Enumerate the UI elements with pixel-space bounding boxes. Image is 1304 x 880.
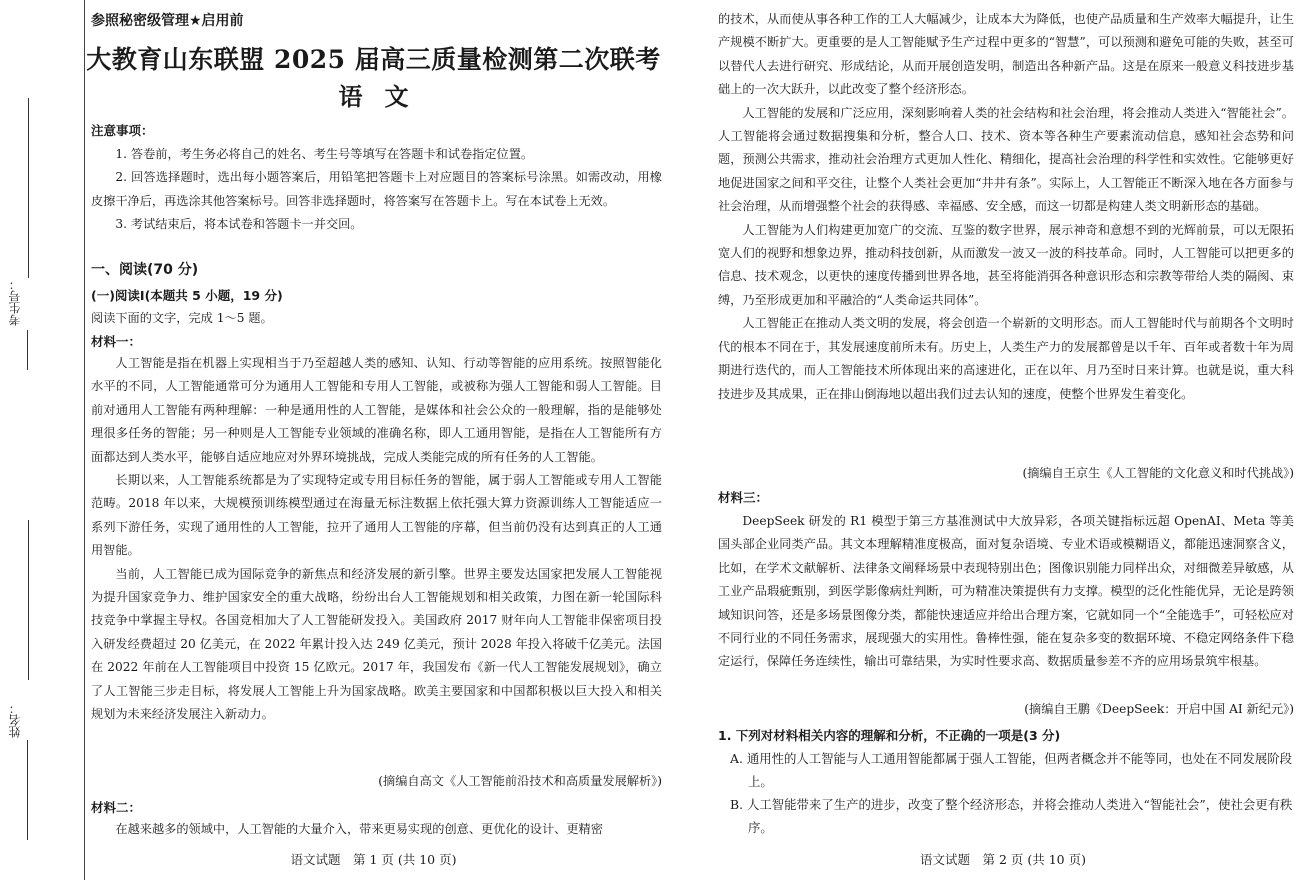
material2-label: 材料二： [91, 800, 142, 815]
material1-paragraph: 人工智能是指在机器上实现相当于乃至超越人类的感知、认知、行动等智能的应用系统。按照智能化水平的不同，人工智能通常可分为通用人工智能和专用人工智能，或被称为强人工智能和弱人工智能。目前对通用人工智能有两种理解：一种是通用性的人工智能，是媒体和社会公众的一般理解，指的是能够处理很多任务的智能；另一种则是人工智能专业领域的准确名称，即人工通用智能，是指在人工智能所有方面都达到人类水平，能够自适应地应对外界环境挑战，完成人类能完成的所有任务的人工智能。 [91, 356, 662, 464]
material2-paragraph: 的技术，从而使从事各种工作的工人大幅减少，让成本大为降低，也使产品质量和生产效率大幅提升，让生产规模不断扩大。更重要的是人工智能赋予生产过程中更多的“智慧”，可以预测和避免可能的失败，甚至可以替代人去进行研究、形成结论，从而开展创造发明，制造出各种新产品。这是在原来一般意义科技进步基础上的一次大跃升，以此改变了整个经济形态。 [718, 12, 1294, 97]
material2-paragraph: 人工智能正在推动人类文明的发展，将会创造一个崭新的文明形态。而人工智能时代与前期各个文明时代的根本不同在于，其发展速度前所未有。历史上，人类生产力的发展都曾是以千年、百年或者数十年为周期进行迭代的，而人工智能技术所体现出来的高速进化，正在以年、月乃至时日来计算。也就是说，重大科技进步及其成果，正在排山倒海地以超出我们过去认知的速度，使整个世界发生着变化。 [718, 316, 1294, 401]
material1-paragraph: 当前，人工智能已成为国际竞争的新焦点和经济发展的新引擎。世界主要发达国家把发展人工智能视为提升国家竞争力、维护国家安全的重大战略，纷纷出台人工智能规划和相关政策，力图在新一轮国际科技竞争中掌握主导权。各国竞相加大了人工智能研发投入。美国政府 2017 财年向人工智能非保密项目投入研发经费超过 20 亿美元，在 2022 年累计投入达 249 亿美元，预计 2028 年投入将破千亿美元。法国在 2022 年前在人工智能项目中投资 15 亿欧元。2017 年，我国发布《新一代人工智能发展规划》，确立了人工智能三步走目标，将发展人工智能上升为国家战略。欧美主要国家和中国都积极以巨大投入和相关规划为未来经济发展注入新动力。 [91, 566, 662, 722]
exam-title: 大教育山东联盟 2025 届高三质量检测第二次联考 [86, 45, 661, 74]
name-blank [27, 740, 28, 840]
binding-line-mid [28, 520, 29, 680]
material2-source: (摘编自王京生《人工智能的文化意义和时代挑战》) [1022, 466, 1294, 480]
notice-item: 1. 答卷前，考生务必将自己的姓名、考生号等填写在答题卡和试卷指定位置。 [115, 147, 534, 161]
page-2 [712, 0, 1294, 880]
notice-heading: 注意事项： [91, 123, 154, 138]
material3-body [718, 510, 1294, 674]
page-2-footer: 语文试题 第 2 页 (共 10 页) [920, 852, 1086, 867]
notice-item: 2. 回答选择题时，选出每小题答案后，用铅笔把答题卡上对应题目的答案标号涂黑。如需改动，用橡皮擦干净后，再选涂其他答案标号。回答非选择题时，将答案写在答题卡上。写在本试卷上无效。 [91, 170, 662, 208]
material2-start [91, 818, 662, 841]
material3-label: 材料三： [718, 490, 769, 505]
student-id-label: 考生号： [8, 278, 22, 326]
material1-label: 材料一： [91, 334, 142, 349]
secret-mark: 参照秘密级管理★启用前 [91, 13, 244, 29]
subsection-heading: (一)阅读Ⅰ(本题共 5 小题，19 分) [91, 288, 283, 303]
material1-paragraph: 长期以来，人工智能系统都是为了实现特定或专用目标任务的智能，属于弱人工智能或专用人工智能范畴。2018 年以来，大规模预训练模型通过在海量无标注数据上依托强大算力资源训练人工智能适应一系列下游任务，实现了通用性的人工智能，拉开了通用人工智能的序幕，但当前仍没有达到真正的人工通用智能。 [91, 473, 662, 558]
binding-margin [0, 0, 84, 880]
notice-list [91, 143, 662, 237]
question-1-option-b: B. 人工智能带来了生产的进步，改变了整个经济形态，并将会推动人类进入“智能社会”，使社会更有秩序。 [730, 797, 1293, 835]
question-1-option-a: A. 通用性的人工智能与人工通用智能都属于强人工智能，但两者概念并不能等同，也处在不同发展阶段上。 [730, 751, 1293, 789]
student-id-blank [27, 330, 28, 370]
material2-body [718, 8, 1294, 406]
page-1 [84, 0, 662, 880]
binding-line-top [28, 98, 29, 278]
material3-source: (摘编自王鹏《DeepSeek：开启中国 AI 新纪元》) [1024, 702, 1294, 716]
section-heading: 一、阅读(70 分) [91, 262, 199, 278]
material2-paragraph: 人工智能为人们构建更加宽广的交流、互鉴的数字世界，展示神奇和意想不到的光辉前景，可以无限拓宽人们的视野和想象边界，推动科技创新，从而激发一波又一波的科技革命。同时，人工智能可以把更多的信息、技术观念，以更快的速度传播到世界各地，甚至将能消弭各种意识形态和宗教等带给人类的隔阂、束缚，乃至形成更加和平融洽的“人类命运共同体”。 [718, 222, 1294, 307]
material1-body [91, 352, 662, 727]
material1-source: (摘编自高文《人工智能前沿技术和高质量发展解析》) [378, 774, 662, 788]
instruction: 阅读下面的文字，完成 1～5 题。 [91, 311, 273, 325]
subject-title: 语文 [338, 82, 431, 111]
page-1-footer: 语文试题 第 1 页 (共 10 页) [290, 852, 457, 867]
question-1-stem: 1. 下列对材料相关内容的理解和分析，不正确的一项是(3 分) [718, 728, 1061, 743]
notice-item: 3. 考试结束后，将本试卷和答题卡一并交回。 [115, 217, 363, 232]
material2-first-line: 在越来越多的领域中，人工智能的大量介入，带来更易实现的创意、更优化的设计、更精密 [115, 822, 603, 836]
question-1 [718, 724, 1294, 839]
material3-paragraph: DeepSeek 研发的 R1 模型于第三方基准测试中大放异彩，各项关键指标远超 OpenAI、Meta 等美国头部企业同类产品。其文本理解精准度极高，面对复杂语境、专业术语或模糊语义，都能迅速洞察含义，比如，在学术文献解析、法律条文阐释场景中表现特别出色；图像识别能力同样出众，对细微差异敏感，从工业产品瑕疵甄别，到医学影像病灶判断，可为精准决策提供有力支撑。模型的泛化性能优异，无论是跨领域知识问答，还是多场景图像分类，都能快速适应并给出合理方案，它就如同一个“全能选手”，可轻松应对不同行业的不同任务需求，展现强大的实用性。鲁棒性强，能在复杂多变的数据环境、不稳定网络条件下稳定运行，保障任务连续性，输出可靠结果，为实时性要求高、数据质量参差不齐的应用场景筑牢根基。 [718, 514, 1294, 669]
name-label: 姓名： [8, 702, 22, 738]
material2-paragraph: 人工智能的发展和广泛应用，深刻影响着人类的社会结构和社会治理，将会推动人类进入“智能社会”。人工智能将会通过数据搜集和分析，整合人口、技术、资本等各种生产要素流动信息，感知社会态势和问题，预测公共需求，推动社会治理方式更加人性化、精细化，提高社会治理的科学性和实效性。它能够更好地促进国家之间和平交往，让整个人类社会更加“井井有条”。实际上，人工智能正不断深入地在各方面参与社会治理，从而增强整个社会的获得感、幸福感、安全感，而这一切都是构建人类文明新形态的基础。 [718, 105, 1294, 214]
